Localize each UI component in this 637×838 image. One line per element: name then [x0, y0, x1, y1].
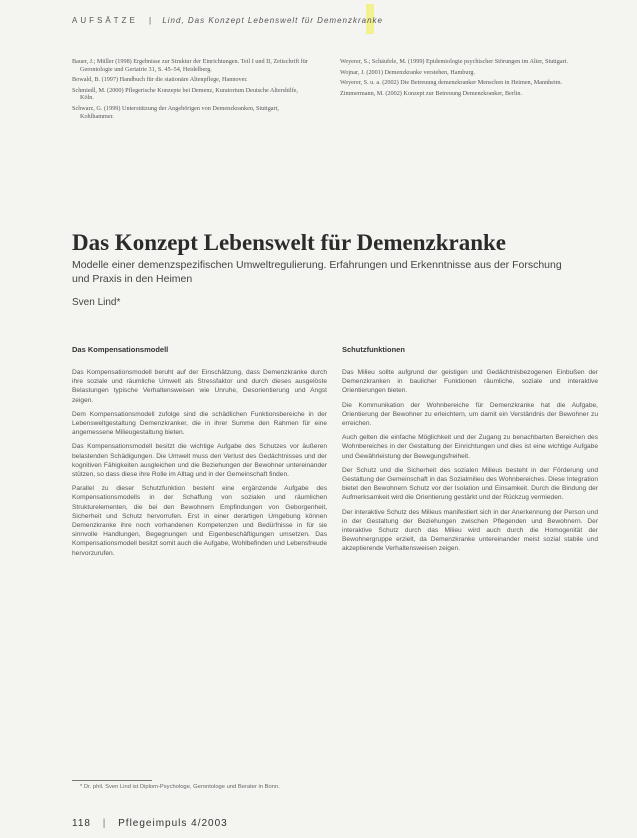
body-paragraph: Das Kompensationsmodell beruht auf der Einschätzung, dass Demenzkranke durch ihre soziale und räumliche Umwelt als Stressfaktor und durch dieses ausgelöste Belastungen typische Verhaltensweisen wie Unruhe, Desorientierung und Angst zeigen.: [72, 369, 327, 404]
author: Sven Lind*: [72, 297, 121, 308]
body-paragraph: Dem Kompensationsmodell zufolge sind die schädlichen Funktionsbereiche in der Lebensweltgestaltung Demenzkranker, die in ihrer Summe den Rahmen für eine angemessene Milieugestaltung bieten.: [72, 410, 327, 437]
body-paragraph: Auch gelten die einfache Möglichkeit und der Zugang zu benachbarten Bereichen des Wohnbereiches in der Gestaltung der Einrichtungen und dies ist eine wichtige Aufgabe und Gewährleistung der Bewegungsfreiheit.: [342, 434, 598, 460]
body-paragraph: Parallel zu dieser Schutzfunktion besteht eine ergänzende Aufgabe des Kompensationsmodells in der Schaffung von sozialen und räumlichen Strukturelementen, die bei den Bewohnern Empfindungen von Geborgenheit, Sicherheit und Schutz hervorrufen. Erst in einer derartigen Umgebung können Demenzkranke ihre noch vorhandenen Kompetenzen und Bedürfnisse in für sie sinnvolle Handlungen, Begegnungen und Eigenbeschäftigungen umsetzen. Das Kompensationsmodell besitzt somit auch die Aufgabe, Wohlbefinden und Lebensfreude hervorzurufen.: [72, 485, 328, 557]
footer-separator: |: [102, 818, 107, 829]
header-separator: |: [149, 16, 152, 25]
article-subtitle: Modelle einer demenzspezifischen Umweltregulierung. Erfahrungen und Erkenntnisse aus der Forschung und Praxis in den Heimen: [72, 259, 562, 285]
reference-item: Bowald, B. (1997) Handbuch für die stationäre Altenpflege, Hannover.: [72, 76, 248, 84]
left-column: [72, 345, 327, 563]
reference-item: Weyerer, S. u. a. (2002) Die Betreuung demenzkranker Menschen in Heimen, Mannheim.: [340, 79, 563, 87]
article-title: Das Konzept Lebenswelt für Demenzkranke: [72, 230, 506, 255]
right-column: [342, 345, 598, 559]
running-title: Lind, Das Konzept Lebenswelt für Demenzkranke: [162, 16, 383, 25]
reference-item: Bauer, J.; Müller (1998) Ergebnisse zur Struktur der Einrichtungen. Teil I und II, Zeitschrift für Gerontologie und Geriatrie 31, S. 45–54, Heidelberg.: [72, 58, 308, 73]
body-paragraph: Der Schutz und die Sicherheit des sozialen Milieus besteht in der Förderung und Gestaltung der Gemeinschaft in das Sozialmilieu des Wohnbereiches. Diese Integration bietet den Bewohnern Schutz vor der Isolation und Einsamkeit. Durch die Bindung der Aufmerksamkeit wird die Orientierung gestärkt und der Rückzug vermieden.: [342, 466, 598, 502]
body-paragraph: Das Milieu sollte aufgrund der geistigen und Gedächtnisbezogenen Einbußen der Demenzkranken in baulicher Funktionen räumliche, soziale und interaktive Orientierungen bieten.: [342, 369, 598, 395]
reference-item: Weyerer, S.; Schäufele, M. (1999) Epidemiologie psychischer Störungen im Alter, Stuttgart.: [340, 58, 568, 65]
body-paragraph: Die Kommunikation der Wohnbereiche für Demenzkranke hat die Aufgabe, Orientierung der Bewohner zu erleichtern, um damit ein Verständnis der Bewohner zu erreichen.: [342, 401, 598, 428]
section-heading: Das Kompensationsmodell: [72, 345, 169, 354]
reference-item: Schwarz, G. (1999) Unterstützung der Angehörigen von Demenzkranken, Stuttgart, Kohlhammer.: [72, 104, 279, 120]
reference-item: Schmiedl, M. (2000) Pflegerische Konzepte bei Demenz, Kuratorium Deutsche Altershilfe, Köln.: [72, 86, 298, 102]
page-number: 118: [72, 818, 91, 829]
reference-item: Wojnar, J. (2001) Demenzkranke verstehen, Hamburg.: [340, 68, 476, 76]
body-paragraph: Das Kompensationsmodell besitzt die wichtige Aufgabe des Schutzes vor äußeren belastenden Schädigungen. Die Umwelt muss den Verlust des Gedächtnisses und der kognitiven Fähigkeiten ausgleichen und die Beziehungen der Bewohner untereinander stützen, so dass diese ihre Rolle im Alltag und in der Gemeinschaft finden.: [72, 443, 327, 479]
references-right: [340, 58, 590, 100]
footnote-divider: [72, 780, 152, 781]
footnote: * Dr. phil. Sven Lind ist Diplom-Psychologe, Gerontologe und Berater in Bonn.: [80, 784, 280, 790]
page-footer: [72, 818, 228, 829]
reference-item: Zimmermann, M. (2002) Konzept zur Betreuung Demenzkranker, Berlin.: [340, 89, 523, 97]
running-header: [72, 16, 592, 25]
references-left: [72, 58, 312, 123]
section-label: AUFSÄTZE: [72, 16, 138, 25]
journal-name: Pflegeimpuls 4/2003: [118, 818, 228, 829]
body-paragraph: Der interaktive Schutz des Milieus manifestiert sich in der Anerkennung der Person und in der Gestaltung der Beziehungen zwischen Pflegenden und Bewohnern. Der interaktive Schutz durch das Milieu wird auch durch die Homogenität der Bewohnergruppe erzielt, da Demenzkranke untereinander meist sozial stabile und akzeptierende Verhaltensweisen zeigen.: [342, 508, 598, 553]
section-heading: Schutzfunktionen: [342, 345, 405, 354]
